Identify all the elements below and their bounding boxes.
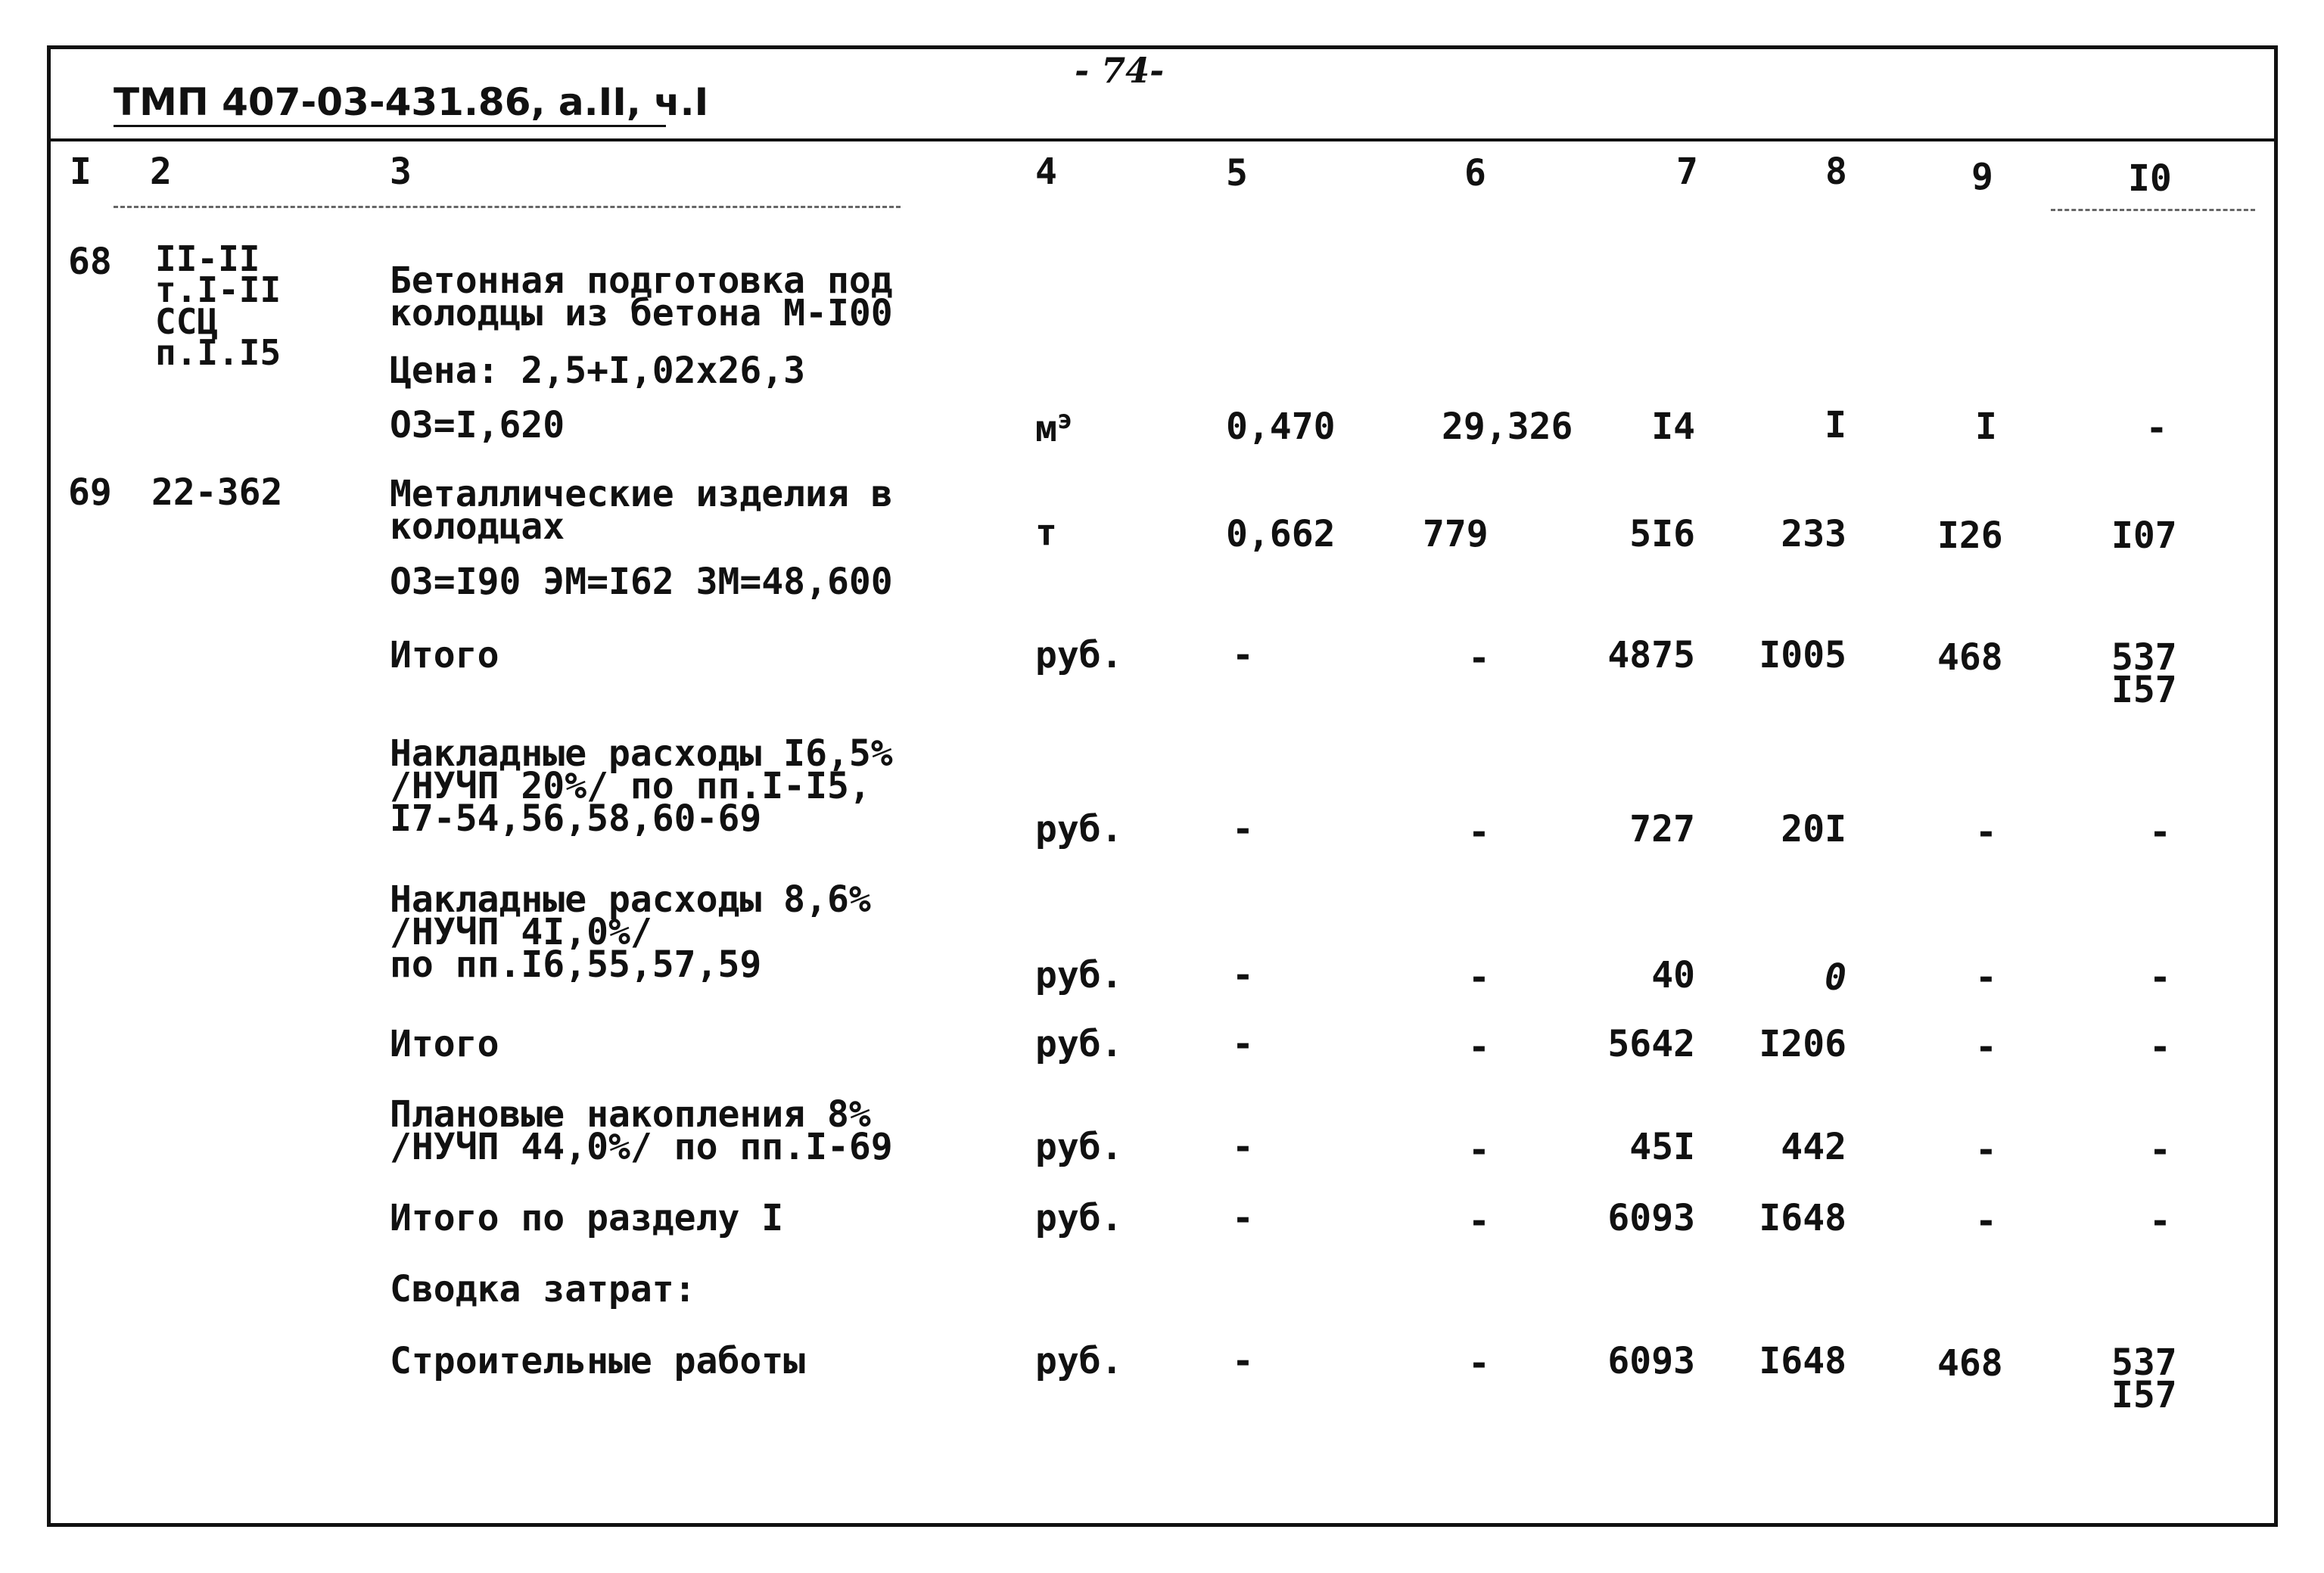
planned-savings-col8: 442 — [1781, 1126, 1846, 1168]
row-68-col10: - — [2145, 407, 2168, 449]
section-total-col9: - — [1975, 1200, 1997, 1242]
subtotal-2-col5: - — [1232, 1023, 1254, 1065]
col-header-5: 5 — [1226, 152, 1248, 194]
page-frame — [47, 45, 2278, 1527]
overhead-8-6-label: Накладные расходы 8,6% /НУЧП 4I,0%/ по пп.I6,55,57,59 — [390, 878, 871, 987]
header-rule — [47, 138, 2278, 141]
row-69-number: 69 — [68, 471, 112, 514]
section-total-col5: - — [1232, 1197, 1254, 1239]
construction-works-col5: - — [1232, 1340, 1254, 1382]
row-69-reference: 22-362 — [151, 471, 283, 514]
overhead-8-6-col5: - — [1232, 954, 1254, 996]
overhead-16-5-col8: 20I — [1781, 808, 1846, 850]
planned-savings-col5: - — [1232, 1126, 1254, 1168]
section-total-col8: I648 — [1759, 1197, 1846, 1239]
construction-works-unit: руб. — [1035, 1340, 1123, 1382]
subtotal-1-col6: - — [1468, 637, 1490, 679]
subtotal-1-col10: 537 I57 — [2111, 636, 2177, 712]
page-number: - 74- — [1075, 50, 1165, 91]
section-total-unit: руб. — [1035, 1197, 1123, 1239]
row-69-col6: 779 — [1423, 513, 1489, 555]
construction-works-col9: 468 — [1937, 1342, 2003, 1385]
row-68-number: 68 — [68, 241, 112, 283]
cost-summary-heading: Сводка затрат: — [390, 1268, 696, 1310]
construction-works-col8: I648 — [1759, 1340, 1846, 1382]
row-69-oz: ОЗ=I90 ЭМ=I62 ЗМ=48,600 — [390, 561, 893, 603]
row-68-col5: 0,470 — [1226, 406, 1336, 448]
subtotal-1-label: Итого — [390, 634, 499, 676]
col-header-4: 4 — [1035, 151, 1057, 193]
overhead-8-6-col10: - — [2149, 956, 2171, 999]
construction-works-label: Строительные работы — [390, 1340, 806, 1382]
subtotal-1-col5: - — [1232, 634, 1254, 676]
overhead-16-5-col10: - — [2149, 811, 2171, 853]
overhead-8-6-col8: 0 — [1825, 956, 1846, 999]
document-code: ТМП 407-03-431.86, а.II, ч.I — [114, 80, 709, 124]
header-underline — [114, 125, 666, 127]
overhead-16-5-unit: руб. — [1035, 808, 1123, 850]
planned-savings-col7: 45I — [1629, 1126, 1695, 1168]
overhead-8-6-col7: 40 — [1651, 954, 1695, 996]
col-header-2: 2 — [150, 151, 172, 193]
col-header-3: 3 — [390, 151, 412, 193]
header-dash-left — [114, 206, 901, 208]
section-total-col10: - — [2149, 1200, 2171, 1242]
row-68-reference: II-II т.I-II ССЦ п.I.I5 — [155, 238, 282, 374]
row-68-col7: I4 — [1651, 406, 1695, 448]
row-69-description: Металлические изделия в колодцах — [390, 473, 893, 549]
row-68-description: Бетонная подготовка под колодцы из бетона М-I00 — [390, 260, 893, 335]
subtotal-1-col7: 4875 — [1607, 634, 1695, 676]
row-69-unit: т — [1035, 511, 1057, 554]
subtotal-2-col7: 5642 — [1607, 1023, 1695, 1065]
row-69-col8: 233 — [1781, 513, 1846, 555]
overhead-16-5-col6: - — [1468, 811, 1490, 853]
section-total-col7: 6093 — [1607, 1197, 1695, 1239]
col-header-7: 7 — [1676, 151, 1698, 193]
row-68-oz: ОЗ=I,620 — [390, 404, 565, 446]
row-69-col10: I07 — [2111, 514, 2177, 557]
subtotal-2-col9: - — [1975, 1026, 1997, 1068]
col-header-6: 6 — [1464, 152, 1486, 194]
row-68-unit: $м^э$ — [1035, 405, 1073, 450]
row-69-col9: I26 — [1937, 514, 2003, 557]
construction-works-col6: - — [1468, 1342, 1490, 1385]
planned-savings-col10: - — [2149, 1129, 2171, 1171]
row-68-price-formula: Цена: 2,5+I,02х26,3 — [390, 350, 806, 392]
subtotal-2-col10: - — [2149, 1026, 2171, 1068]
subtotal-1-col9: 468 — [1937, 636, 2003, 679]
planned-savings-col6: - — [1468, 1129, 1490, 1171]
row-68-col6: 29,326 — [1442, 406, 1573, 448]
section-total-col6: - — [1468, 1200, 1490, 1242]
construction-works-col7: 6093 — [1607, 1340, 1695, 1382]
overhead-8-6-unit: руб. — [1035, 954, 1123, 996]
overhead-16-5-col5: - — [1232, 808, 1254, 850]
col-header-1: I — [70, 151, 92, 193]
subtotal-2-unit: руб. — [1035, 1023, 1123, 1065]
overhead-16-5-col7: 727 — [1629, 808, 1695, 850]
planned-savings-label: Плановые накопления 8% /НУЧП 44,0%/ по пп.I-69 — [390, 1093, 893, 1169]
planned-savings-col9: - — [1975, 1129, 1997, 1171]
subtotal-1-col8: I005 — [1759, 634, 1846, 676]
overhead-8-6-col9: - — [1975, 956, 1997, 999]
planned-savings-unit: руб. — [1035, 1126, 1123, 1168]
header-dash-right — [2051, 209, 2255, 211]
subtotal-2-col8: I206 — [1759, 1023, 1846, 1065]
construction-works-col10: 537 I57 — [2111, 1341, 2177, 1417]
row-68-col9: I — [1975, 406, 1997, 448]
subtotal-2-col6: - — [1468, 1026, 1490, 1068]
col-header-10: I0 — [2128, 157, 2172, 200]
overhead-8-6-col6: - — [1468, 956, 1490, 999]
col-header-9: 9 — [1971, 156, 1993, 198]
section-total-label: Итого по разделу I — [390, 1197, 784, 1239]
col-header-8: 8 — [1825, 151, 1847, 193]
row-68-col8: I — [1825, 404, 1846, 446]
subtotal-2-label: Итого — [390, 1023, 499, 1065]
row-69-col5: 0,662 — [1226, 513, 1336, 555]
row-69-col7: 5I6 — [1629, 513, 1695, 555]
subtotal-1-unit: руб. — [1035, 634, 1123, 676]
overhead-16-5-label: Накладные расходы I6,5% /НУЧП 20%/ по пп.I-I5, I7-54,56,58,60-69 — [390, 732, 893, 841]
overhead-16-5-col9: - — [1975, 811, 1997, 853]
